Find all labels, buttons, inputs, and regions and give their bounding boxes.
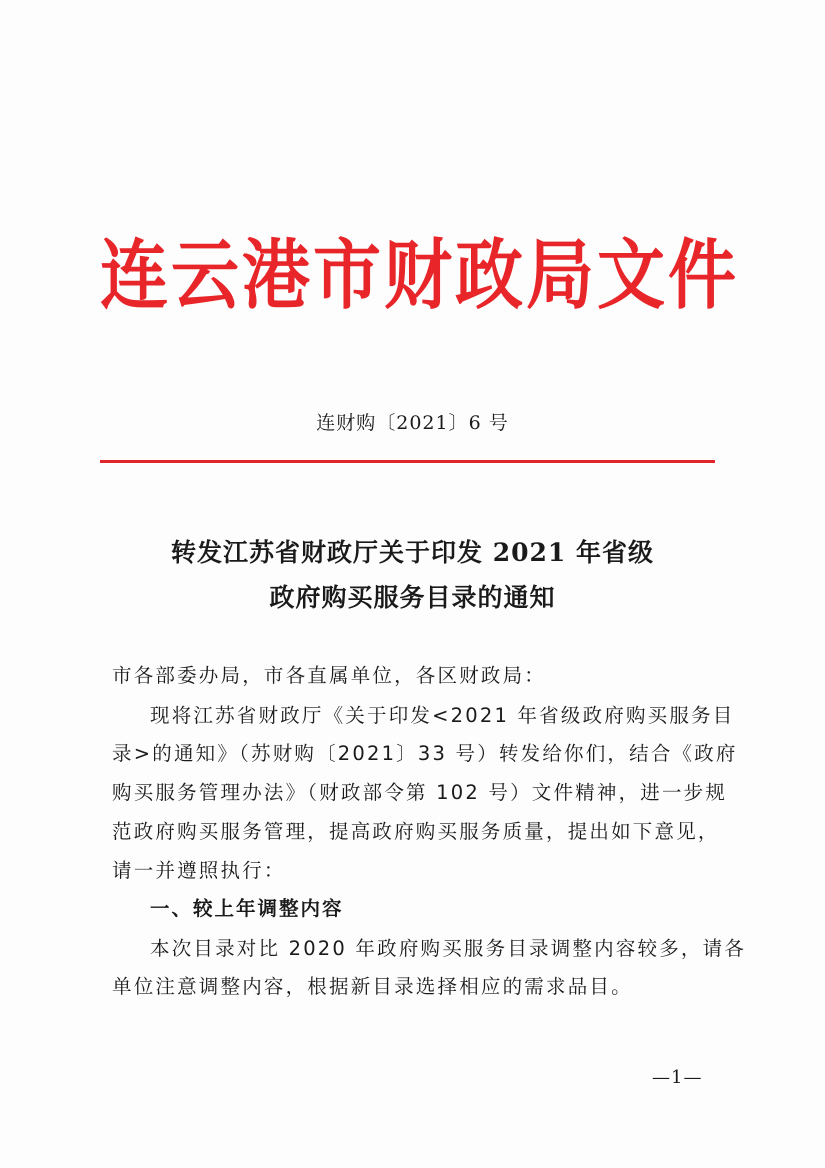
document-title-line-2: 政府购买服务目录的通知 (269, 583, 556, 612)
paragraph-line: 范政府购买服务管理，提高政府购买服务质量，提出如下意见， (112, 820, 720, 843)
red-separator-line (100, 460, 715, 463)
document-number: 连财购〔2021〕6 号 (316, 412, 509, 434)
document-masthead: 连云港市财政局文件 (100, 232, 740, 321)
addressee-line: 市各部委办局，市各直属单位，各区财政局： (112, 664, 547, 687)
page-number: —1— (652, 1067, 703, 1088)
paragraph-line: 现将江苏省财政厅《关于印发<2021 年省级政府购买服务目 (150, 704, 735, 727)
paragraph-line: 录>的通知》（苏财购〔2021〕33 号）转发给你们，结合《政府 (112, 742, 738, 765)
paragraph-line: 购买服务管理办法》（财政部令第 102 号）文件精神，进一步规 (112, 781, 728, 804)
section-heading: 一、较上年调整内容 (150, 897, 344, 920)
paragraph-line: 单位注意调整内容，根据新目录选择相应的需求品目。 (112, 975, 633, 998)
document-title-line-1: 转发江苏省财政厅关于印发 2021 年省级 (171, 538, 654, 567)
paragraph-line: 请一并遵照执行： (112, 859, 286, 882)
paragraph-line: 本次目录对比 2020 年政府购买服务目录调整内容较多，请各 (150, 937, 747, 960)
